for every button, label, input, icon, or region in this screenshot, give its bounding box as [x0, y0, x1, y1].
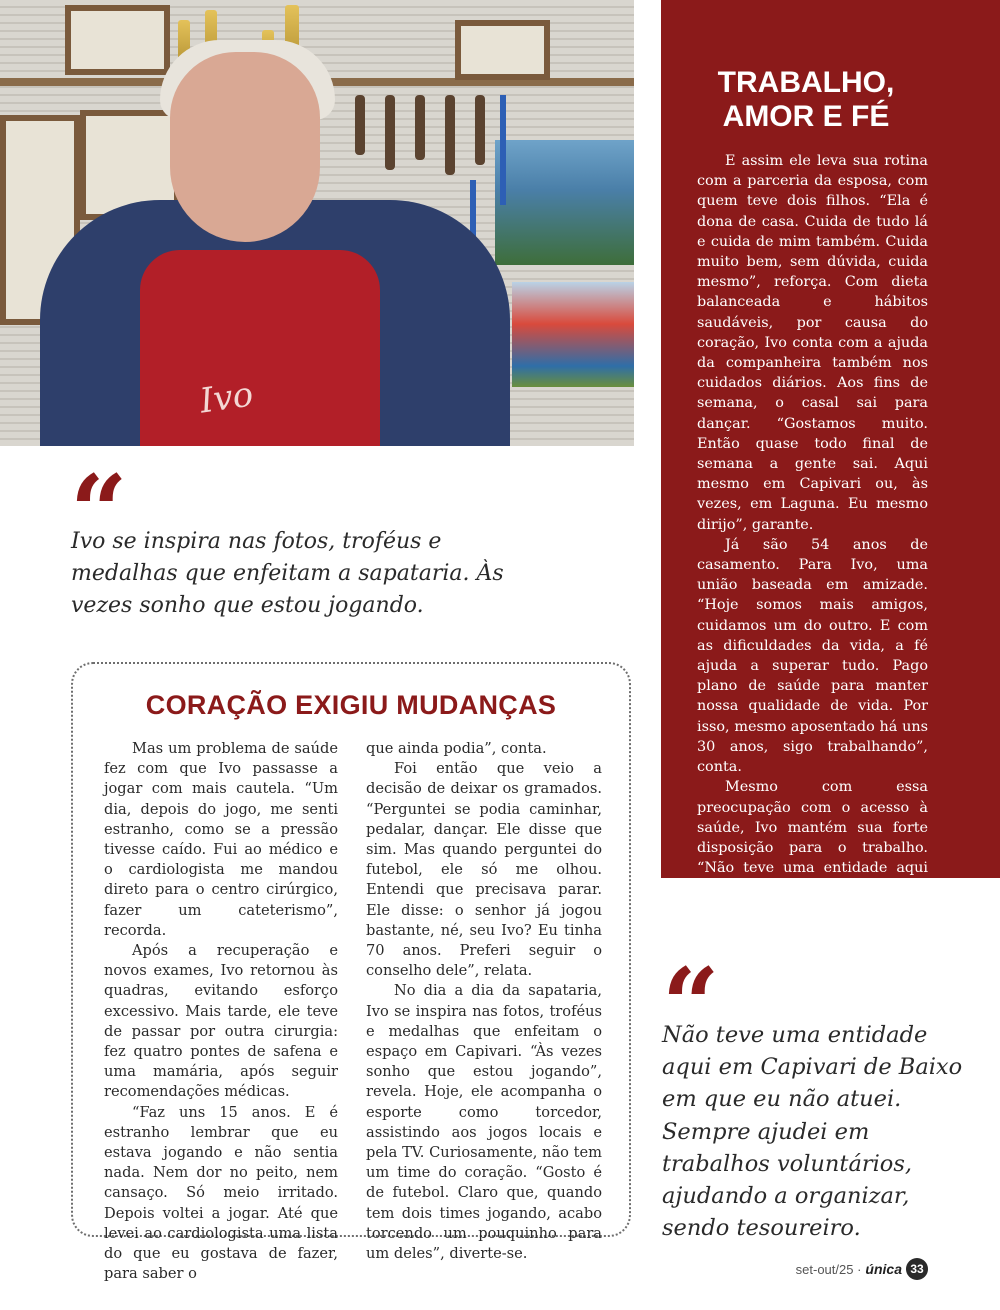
paragraph: Mas um problema de saúde fez com que Ivo passasse a jogar com mais cautela. “Um dia, depois do jogo, me senti estranho, como se a pressão tivesse caído. Fui ao médico e o cardiologista me mandou direto para o centro cirúrgico, fazer um cateterismo”, recorda. [104, 740, 338, 939]
paragraph: No dia a dia da sapataria, Ivo se inspira nas fotos, troféus e medalhas que enfeitam o espaço em Capivari. “Às vezes sonho que estou jogando”, revela. Hoje, ele acompanha o esporte como torcedor, assistindo aos jogos locais e pela TV. Curiosamente, não tem um time do coração. “Gosto é de futebol. Claro que, quando tem dois times jogando, acabo torcendo um pouquinho para um deles”, diverte-se. [366, 982, 602, 1263]
sidebar-body [697, 151, 928, 1000]
paragraph-continued: que ainda podia”, conta. [366, 740, 547, 757]
page-footer [796, 1258, 928, 1280]
sidebar-heading [661, 66, 951, 134]
person-face [170, 52, 320, 242]
photo-frame [455, 20, 550, 80]
article-column-right [366, 739, 602, 1264]
article-column-left [104, 739, 338, 1284]
issue-date: set-out/25 · [795, 1261, 862, 1277]
apron-embroidery: Ivo [197, 374, 256, 422]
team-photo [495, 140, 634, 265]
paragraph: “Faz uns 15 anos. E é estranho lembrar que eu estava jogando e não sentia nada. Nem dor no peito, nem cansaço. Só meio irritado. Depois voltei a jogar. Até que levei ao cardiologista uma lista do que eu gostava de fazer, para saber o [104, 1103, 338, 1283]
sidebar-heading-line: AMOR E FÉ [722, 100, 890, 133]
pull-quote-left: Ivo se inspira nas fotos, troféus e medalhas que enfeitam a sapataria. Às vezes sonho que estou jogando. [71, 529, 504, 618]
medal-ribbon [500, 95, 506, 205]
page-number: 33 [906, 1258, 928, 1280]
cover-photo [0, 0, 634, 446]
shoe-last-tool [475, 95, 485, 165]
magazine-name: única [865, 1261, 902, 1277]
paragraph: Foi então que veio a decisão de deixar os gramados. “Perguntei se podia caminhar, pedalar, dançar. Ele disse que sim. Mas quando perguntei do futebol, ele só me olhou. Entendi que precisava parar. Ele disse: o senhor já jogou bastante, né, seu Ivo? Eu tinha 70 anos. Preferi seguir o conselho dele”, relata. [366, 760, 602, 980]
shoe-last-tool [415, 95, 425, 160]
quote-mark-icon: “ [70, 453, 128, 571]
shoe-last-tool [385, 95, 395, 170]
paragraph: Já são 54 anos de casamento. Para Ivo, uma união baseada em amizade. “Hoje somos mais amigos, cuidamos um do outro. E com as dificuldades da vida, a fé ajuda a superar tudo. Pago plano de saúde para manter nossa qualidade de vida. Por isso, mesmo aposentado há uns 30 anos, sigo trabalhando”, conta. [697, 536, 928, 776]
shoe-last-tool [445, 95, 455, 175]
team-photo [512, 282, 634, 387]
photo-frame [65, 5, 170, 75]
quote-mark-icon: “ [662, 946, 720, 1064]
pull-quote-right: Não teve uma entidade aqui em Capivari de Baixo em que eu não atuei. Sempre ajudei em trabalhos voluntários, ajudando a organizar, sendo tesoureiro. [662, 1022, 963, 1242]
red-apron [140, 250, 380, 446]
paragraph: E assim ele leva sua rotina com a parceria da esposa, com quem teve dois filhos. “Ela é dona de casa. Cuida de tudo lá e cuida de mim também. Cuida muito bem, sem dúvida, cuida mesmo”, reforça. Com dieta balanceada e hábitos saudáveis, por causa do coração, Ivo conta com a ajuda da companheira também nos cuidados diários. Aos fins de semana, o casal sai para dançar. “Gostamos muito. Então quase todo final de semana a gente sai. Aqui mesmo em Capivari ou, às vezes, em Laguna. Eu mesmo dirijo”, garante. [697, 153, 928, 533]
section-heading: CORAÇÃO EXIGIU MUDANÇAS [145, 690, 557, 720]
paragraph: Mesmo com essa preocupação com o acesso à saúde, Ivo mantém sua forte disposição para o trabalho. “Não teve uma entidade aqui em Capivari de Baixo em que eu não atuei. Sempre ajudei em trabalhos voluntários, ajudando a organizar, sendo tesoureiro, por exemplo”, ressalta o sapateiro. [697, 779, 928, 998]
paragraph: Após a recuperação e novos exames, Ivo retornou às quadras, evitando esforço excessivo. Mais tarde, ele teve de passar por outra cirurgia: fez quatro pontes de safena e uma mamária, após seguir recomendações médicas. [104, 942, 338, 1101]
sidebar-heading-line: TRABALHO, [717, 66, 895, 99]
shoe-last-tool [355, 95, 365, 155]
